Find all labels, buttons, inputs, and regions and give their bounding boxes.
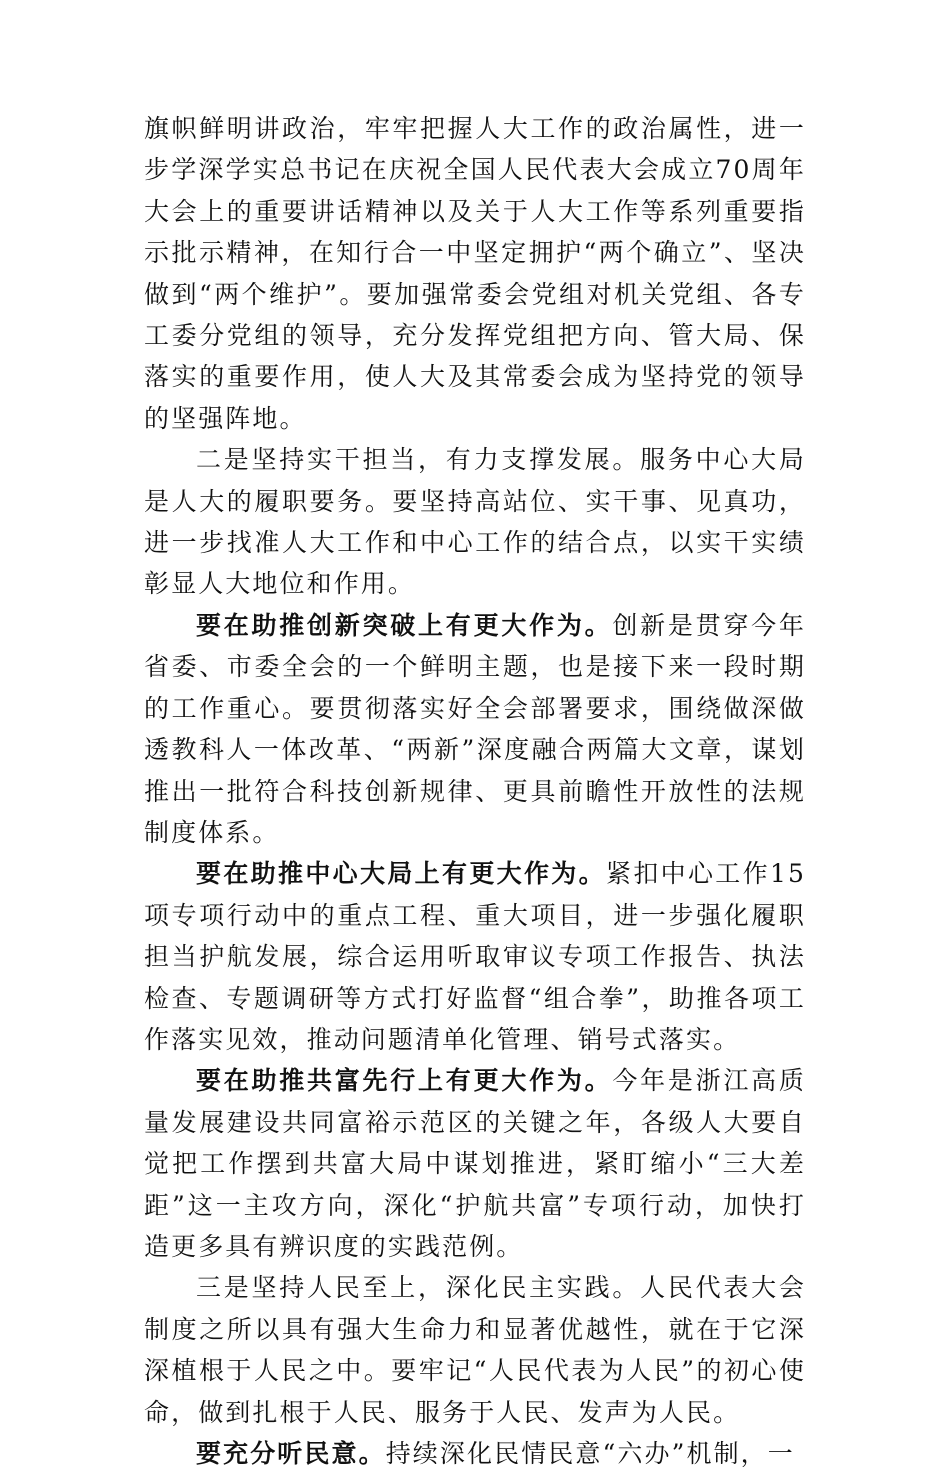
paragraph-1 (144, 108, 806, 439)
paragraph-7-heading: 要充分听民意。 (196, 1439, 386, 1468)
paragraph-2-text: 服务中心大局是人大的履职要务。要坚持高站位、实干事、见真功，进一步找准人大工作和中心工作的结合点，以实干实绩彰显人大地位和作用。 (144, 445, 806, 599)
paragraph-6-heading: 三是坚持人民至上，深化民主实践。 (196, 1273, 641, 1303)
paragraph-4-text: 紧扣中心工作15项专项行动中的重点工程、重大项目，进一步强化履职担当护航发展，综合运用听取审议专项工作报告、执法检查、专题调研等方式打好监督“组合拳”，助推各项工作落实见效，推动问题清单化管理、销号式落实。 (144, 859, 806, 1054)
paragraph-4-heading: 要在助推中心大局上有更大作为。 (196, 859, 606, 889)
paragraph-3-text: 创新是贯穿今年省委、市委全会的一个鲜明主题，也是接下来一段时期的工作重心。要贯彻落实好全会部署要求，围绕做深做透教科人一体改革、“两新”深度融合两篇大文章，谋划推出一批符合科技创新规律、更具前瞻性开放性的法规制度体系。 (144, 610, 806, 847)
paragraph-5-heading: 要在助推共富先行上有更大作为。 (196, 1066, 613, 1096)
paragraph-3-heading: 要在助推创新突破上有更大作为。 (196, 610, 613, 640)
paragraph-3 (144, 605, 806, 853)
paragraph-6-text: 人民代表大会制度之所以具有强大生命力和显著优越性，就在于它深深植根于人民之中。要牢记“人民代表为人民”的初心使命，做到扎根于人民、服务于人民、发声为人民。 (144, 1273, 806, 1427)
paragraph-2-heading: 二是坚持实干担当，有力支撑发展。 (196, 445, 641, 475)
paragraph-2 (144, 439, 806, 605)
paragraph-1-text: 旗帜鲜明讲政治，牢牢把握人大工作的政治属性，进一步学深学实总书记在庆祝全国人民代表大会成立70周年大会上的重要讲话精神以及关于人大工作等系列重要指示批示精神，在知行合一中坚定拥护“两个确立”、坚决做到“两个维护”。要加强常委会党组对机关党组、各专工委分党组的领导，充分发挥党组把方向、管大局、保落实的重要作用，使人大及其常委会成为坚持党的领导的坚强阵地。 (144, 114, 806, 433)
paragraph-7-text: 持续深化民情民意“六办”机制，一 (385, 1439, 795, 1468)
paragraph-6 (144, 1267, 806, 1433)
paragraph-4 (144, 853, 806, 1060)
paragraph-5 (144, 1060, 806, 1267)
document-page (144, 108, 806, 1474)
paragraph-7 (144, 1433, 806, 1474)
paragraph-5-text: 今年是浙江高质量发展建设共同富裕示范区的关键之年，各级人大要自觉把工作摆到共富大局中谋划推进，紧盯缩小“三大差距”这一主攻方向，深化“护航共富”专项行动，加快打造更多具有辨识度的实践范例。 (144, 1066, 806, 1261)
